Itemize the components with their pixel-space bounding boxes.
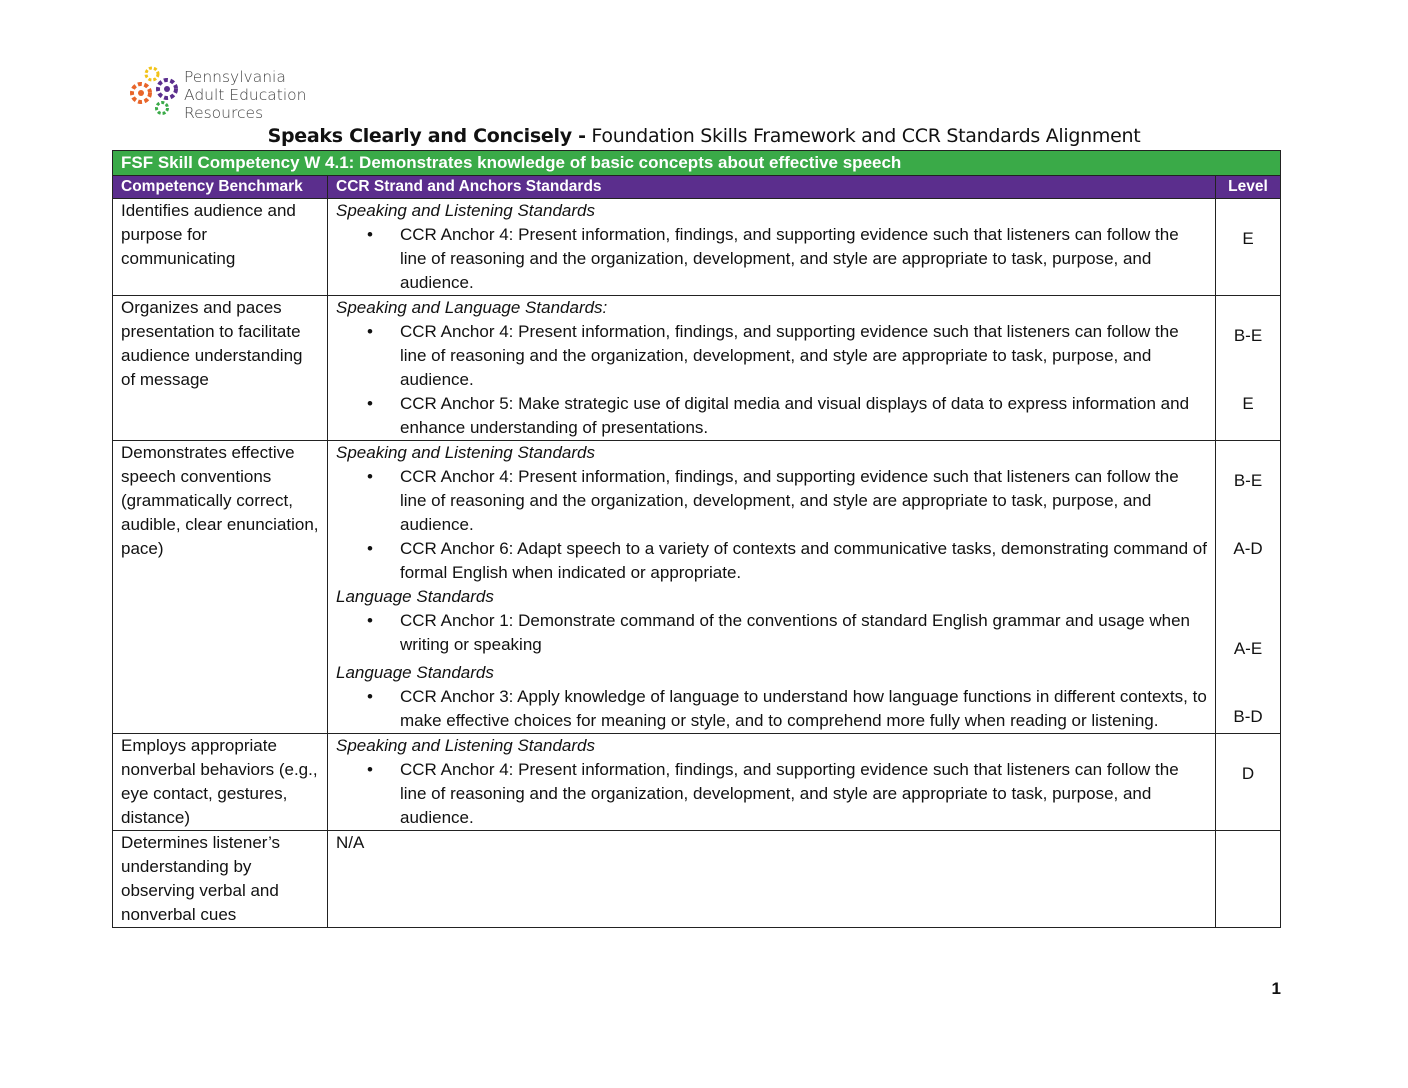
table-row <box>113 734 1281 831</box>
header-level: Level <box>1216 176 1281 199</box>
strand-cell <box>328 831 1216 928</box>
anchor-item: • CCR Anchor 4: Present information, findings, and supporting evidence such that listeners can follow the line of reasoning and the organization, development, and style are appropriate to task, purpose, and audience. <box>400 758 1207 830</box>
page-number: 1 <box>1271 979 1281 998</box>
page-title <box>0 125 1408 147</box>
level-value: D <box>1241 764 1255 783</box>
gears-icon <box>126 64 184 122</box>
strand-label: Speaking and Language Standards: <box>336 298 608 317</box>
strand-cell <box>328 296 1216 441</box>
anchor-item: • CCR Anchor 5: Make strategic use of digital media and visual displays of data to express information and enhance understanding of presentations. <box>400 392 1207 440</box>
level-value: E <box>1242 229 1254 248</box>
table-row <box>113 199 1281 296</box>
anchor-item: • CCR Anchor 3: Apply knowledge of language to understand how language functions in different contexts, to make effective choices for meaning or style, and to comprehend more fully when reading or listening. <box>400 685 1207 733</box>
level-cell <box>1216 734 1281 831</box>
level-cell <box>1216 199 1281 296</box>
level-cell <box>1216 441 1281 734</box>
level-value: E <box>1242 394 1254 413</box>
table-row <box>113 441 1281 734</box>
level-value: A-E <box>1233 639 1263 658</box>
anchor-item: • CCR Anchor 4: Present information, findings, and supporting evidence such that listeners can follow the line of reasoning and the organization, development, and style are appropriate to task, purpose, and audience. <box>400 320 1207 392</box>
title-rest: Foundation Skills Framework and CCR Standards Alignment <box>585 125 1141 147</box>
level-value: B-E <box>1233 471 1263 490</box>
anchor-item: • CCR Anchor 4: Present information, findings, and supporting evidence such that listeners can follow the line of reasoning and the organization, development, and style are appropriate to task, purpose, and audience. <box>400 465 1207 537</box>
level-value: A-D <box>1233 539 1263 558</box>
strand-label: Language Standards <box>336 663 494 682</box>
benchmark-cell: Employs appropriate nonverbal behaviors (e.g., eye contact, gestures, distance) <box>113 734 328 831</box>
strand-label: Speaking and Listening Standards <box>336 443 595 462</box>
competency-heading: FSF Skill Competency W 4.1: Demonstrates knowledge of basic concepts about effective speech <box>113 151 1281 176</box>
table-row <box>113 296 1281 441</box>
competency-row <box>113 151 1281 176</box>
strand-label: Speaking and Listening Standards <box>336 201 595 220</box>
anchor-list <box>336 609 1207 657</box>
strand-cell <box>328 199 1216 296</box>
anchor-item: • CCR Anchor 4: Present information, findings, and supporting evidence such that listeners can follow the line of reasoning and the organization, development, and style are appropriate to task, purpose, and audience. <box>400 223 1207 295</box>
header-strand: CCR Strand and Anchors Standards <box>328 176 1216 199</box>
logo-text <box>184 68 306 122</box>
header-benchmark: Competency Benchmark <box>113 176 328 199</box>
level-cell <box>1216 831 1281 928</box>
strand-label: Language Standards <box>336 587 494 606</box>
level-value: B-E <box>1233 326 1263 345</box>
header-row <box>113 176 1281 199</box>
anchor-list <box>336 758 1207 830</box>
not-applicable-text: N/A <box>336 833 365 852</box>
anchor-item: • CCR Anchor 6: Adapt speech to a variety of contexts and communicative tasks, demonstrating command of formal English when indicated or appropriate. <box>400 537 1207 585</box>
benchmark-cell: Demonstrates effective speech conventions (grammatically correct, audible, clear enunciation, pace) <box>113 441 328 734</box>
anchor-list <box>336 320 1207 440</box>
strand-cell <box>328 734 1216 831</box>
anchor-list <box>336 223 1207 295</box>
logo-line-2: Adult Education <box>184 86 307 104</box>
anchor-list <box>336 685 1207 733</box>
level-value: B-D <box>1233 707 1263 726</box>
logo <box>126 64 326 122</box>
alignment-table <box>112 150 1281 928</box>
anchor-item: • CCR Anchor 1: Demonstrate command of the conventions of standard English grammar and usage when writing or speaking <box>400 609 1207 657</box>
anchor-list <box>336 465 1207 585</box>
strand-label: Speaking and Listening Standards <box>336 736 595 755</box>
title-bold: Speaks Clearly and Concisely - <box>267 125 586 147</box>
benchmark-cell: Organizes and paces presentation to facilitate audience understanding of message <box>113 296 328 441</box>
benchmark-cell: Identifies audience and purpose for communicating <box>113 199 328 296</box>
benchmark-cell: Determines listener’s understanding by observing verbal and nonverbal cues <box>113 831 328 928</box>
table-row <box>113 831 1281 928</box>
level-cell <box>1216 296 1281 441</box>
logo-line-3: Resources <box>184 104 264 122</box>
logo-line-1: Pennsylvania <box>184 68 286 86</box>
strand-cell <box>328 441 1216 734</box>
